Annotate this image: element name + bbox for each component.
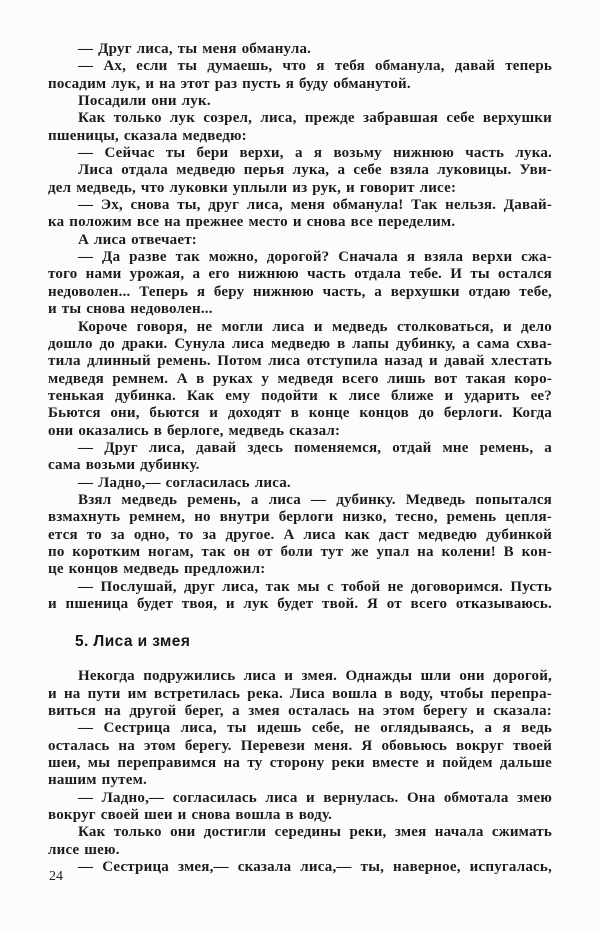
text-line: и пшеница будет твоя, и лук будет твой. Я от всего отказываюсь. xyxy=(48,596,552,612)
text-line: нашим путем. xyxy=(48,772,147,789)
paragraph xyxy=(48,859,552,876)
text-line: и ты снова недоволен... xyxy=(48,301,213,318)
text-line: — Ладно,— согласилась лиса. xyxy=(78,474,291,491)
text-line: Короче говоря, не могли лиса и медведь столковаться, и дело xyxy=(78,318,552,335)
text-line: и на пути им встретилась река. Лиса вошла в воду, чтобы перепра- xyxy=(48,685,552,702)
paragraph xyxy=(48,41,552,58)
text-line: дел медведь, что луковки уплыли из рук, и говорит лисе: xyxy=(48,179,457,196)
paragraph xyxy=(48,93,552,110)
paragraph xyxy=(48,58,552,93)
text-line: — Друг лиса, давай здесь поменяемся, отдай мне ремень, а xyxy=(78,439,552,456)
paragraph xyxy=(48,720,552,789)
text-line: Как только лук созрел, лиса, прежде забравшая себе верхушки xyxy=(78,110,552,127)
text-line: — Сейчас ты бери верхи, а я возьму нижнюю часть лука. xyxy=(78,145,552,162)
paragraph xyxy=(48,110,552,145)
text-line: того нами урожая, а его нижнюю часть отдала тебе. И ты остался xyxy=(48,266,552,283)
text-line: виться на другой берег, а змея осталась на этом берегу и сказала: xyxy=(48,703,552,720)
paragraph xyxy=(48,232,552,249)
text-line: сама возьми дубинку. xyxy=(48,457,200,474)
text-line: взмахнуть ремнем, но внутри берлоги низко, тесно, ремень цепля- xyxy=(48,509,552,526)
text-line: — Ах, если ты думаешь, что я тебя обманула, давай теперь xyxy=(78,58,552,75)
text-line: Взял медведь ремень, а лиса — дубинку. Медведь попытался xyxy=(78,491,552,508)
text-line: — Сестрица лиса, ты идешь себе, не оглядываясь, а я ведь xyxy=(78,720,552,737)
text-line: шеи, мы переправимся на ту сторону реки вместе и пойдем дальше xyxy=(48,755,552,772)
text-line: осталась на этом берегу. Перевези меня. Я обовьюсь вокруг твоей xyxy=(48,737,552,754)
text-line: посадим лук, и на этот раз пусть я буду обманутой. xyxy=(48,75,411,92)
text-line: медведя ремнем. А в руках у медведя всего лишь вот такая коро- xyxy=(48,370,552,387)
paragraph xyxy=(48,162,552,197)
paragraph xyxy=(48,249,552,318)
text-line: тенькая дубинка. Как ему подойти к лисе ближе и ударить ее? xyxy=(48,387,552,404)
text-line: пшеницы, сказала медведю: xyxy=(48,127,247,144)
paragraph xyxy=(48,668,552,720)
text-line: — Эх, снова ты, друг лиса, меня обманула! Так нельзя. Давай- xyxy=(78,197,552,214)
text-line: вокруг своей шеи и снова вошла в воду. xyxy=(48,807,333,824)
text-line: по коротким ногам, так он от боли тут же упал на колени! В кон- xyxy=(48,543,552,560)
page-content xyxy=(48,41,552,876)
text-line: — Ладно,— согласилась лиса и вернулась. Она обмотала змею xyxy=(78,789,552,806)
paragraph xyxy=(48,790,552,825)
text-line: недоволен... Теперь я беру нижнюю часть, а верхушки отдаю тебе, xyxy=(48,283,552,300)
text-line: лисе шею. xyxy=(48,841,120,858)
text-line: тила длинный ремень. Потом лиса отступила назад и давай хлестать xyxy=(48,353,552,370)
text-line: — Послушай, друг лиса, так мы с тобой не договоримся. Пусть xyxy=(78,578,552,595)
paragraph xyxy=(48,197,552,232)
paragraph xyxy=(48,145,552,162)
text-line: Посадили они лук. xyxy=(78,93,211,110)
text-line: — Сестрица змея,— сказала лиса,— ты, наверное, испугалась, xyxy=(78,859,552,876)
text-line: дошло до драки. Сунула лиса медведю в лапы дубинку, а сама схва- xyxy=(48,335,552,352)
text-line: Некогда подружились лиса и змея. Однажды шли они дорогой, xyxy=(78,668,552,685)
section-heading: 5. Лиса и змея xyxy=(75,633,191,651)
text-line: Лиса отдала медведю перья лука, а себе взяла луковицы. Уви- xyxy=(78,162,552,179)
text-line: це концов медведь предложил: xyxy=(48,561,266,578)
text-line: Как только они достигли середины реки, змея начала сжимать xyxy=(78,824,552,841)
paragraph xyxy=(48,319,552,440)
text-line: ется то за одно, то за другое. А лиса как даст медведю дубинкой xyxy=(48,526,552,543)
paragraph xyxy=(48,824,552,859)
page-number: 24 xyxy=(49,869,63,884)
text-line: — Да разве так можно, дорогой? Сначала я взяла верхи сжа- xyxy=(78,249,552,266)
text-line: Бьются они, бьются и доходят в конце концов до берлоги. Когда xyxy=(48,405,552,422)
text-line: А лиса отвечает: xyxy=(78,231,197,248)
paragraph xyxy=(48,440,552,475)
paragraph xyxy=(48,475,552,492)
text-line: они оказались в берлоге, медведь сказал: xyxy=(48,422,341,439)
paragraph xyxy=(48,579,552,614)
text-line: — Друг лиса, ты меня обманула. xyxy=(78,41,312,57)
text-line: ка положим все на прежнее место и снова все переделим. xyxy=(48,214,456,231)
paragraph xyxy=(48,492,552,579)
